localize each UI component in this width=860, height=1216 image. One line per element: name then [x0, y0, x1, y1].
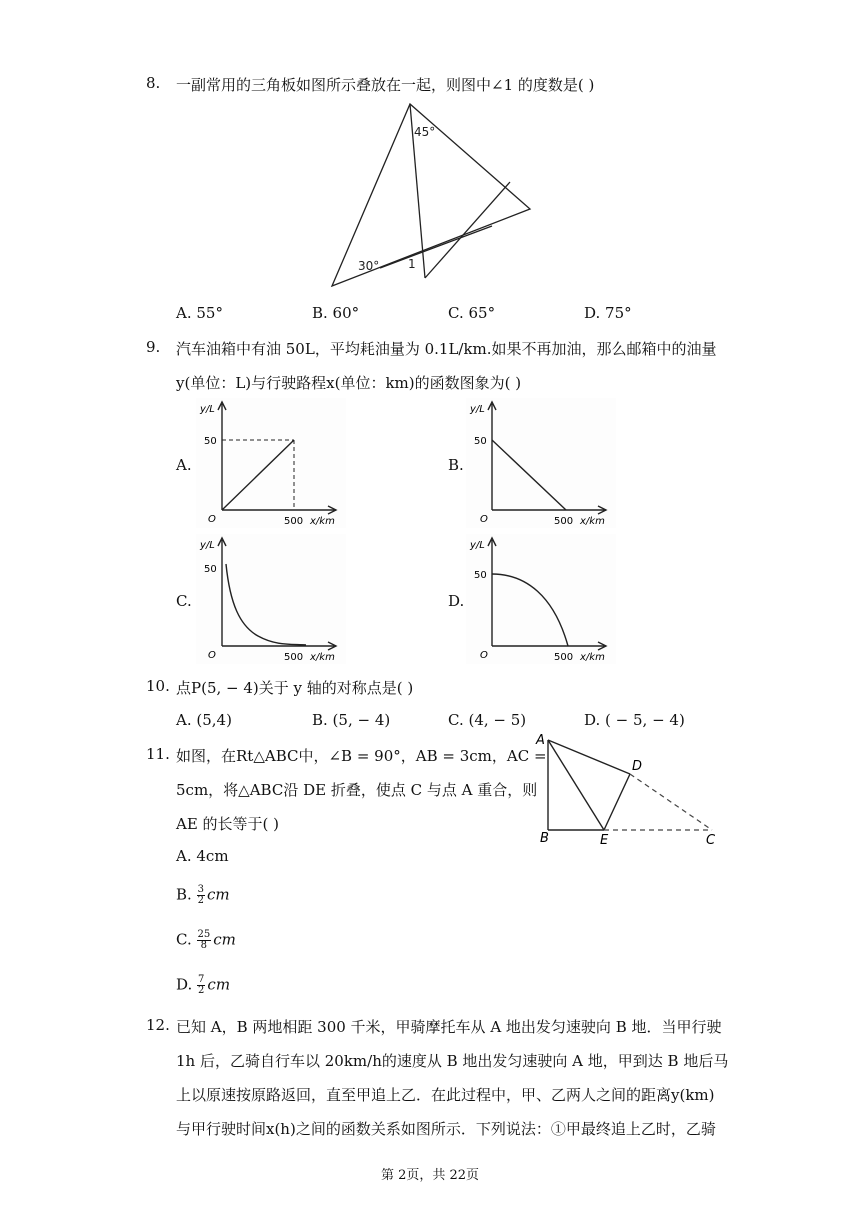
q8-angle-45-label: 45°: [414, 125, 436, 139]
q9c-ylabel: y/L: [200, 540, 215, 551]
q9-graph-c: [196, 534, 346, 664]
page-footer: 第 2页，共 22页: [380, 1168, 480, 1183]
q9a-x500: 500: [284, 516, 304, 527]
q11-text-line1: 如图，在Rt△ABC中，∠B = 90°，AB = 3cm，AC =: [176, 747, 547, 765]
q11-label-C: C: [706, 833, 716, 848]
q8-option-b: B. 60°: [312, 304, 360, 322]
q11-option-b-fraction: [197, 885, 205, 906]
q11-text-line3: AE 的长等于( ): [176, 815, 280, 833]
q12-text-line1: 已知 A，B 两地相距 300 千米，甲骑摩托车从 A 地出发匀速驶向 B 地．当甲行驶: [176, 1018, 722, 1036]
q9b-x500: 500: [554, 516, 574, 527]
q8-triangle-figure: [320, 96, 540, 292]
q11-option-c-prefix: C.: [176, 930, 192, 949]
q8-text: 一副常用的三角板如图所示叠放在一起，则图中∠1 的度数是( ): [176, 76, 595, 94]
q9-graph-b: [466, 398, 616, 528]
q11-option-b-prefix: B.: [176, 885, 192, 904]
q11-option-b: [176, 885, 230, 906]
q11-option-d-unit: cm: [207, 975, 231, 994]
q9c-x500: 500: [284, 652, 304, 663]
q9-number: 9.: [146, 338, 161, 356]
q11-option-c-denominator: 8: [200, 940, 208, 951]
q8-angle-1-label: 1: [408, 257, 416, 271]
q9a-origin: O: [208, 514, 216, 525]
q9-option-b-label: B.: [448, 456, 464, 474]
q9c-xlabel: x/km: [310, 652, 335, 663]
q11-option-c: [176, 930, 236, 951]
q12-text-line4: 与甲行驶时间x(h)之间的函数关系如图所示．下列说法：①甲最终追上乙时，乙骑: [176, 1120, 716, 1138]
q9d-ylabel: y/L: [470, 540, 485, 551]
q9a-xlabel: x/km: [310, 516, 335, 527]
q9d-x500: 500: [554, 652, 574, 663]
q9b-ylabel: y/L: [470, 404, 485, 415]
q12-number: 12.: [146, 1016, 170, 1034]
q11-label-A: A: [536, 733, 545, 748]
q9d-xlabel: x/km: [580, 652, 605, 663]
q11-option-d-denominator: 2: [198, 985, 205, 996]
q9-graph-d: [466, 534, 616, 664]
q11-option-d-numerator: 7: [198, 974, 205, 985]
q11-option-b-denominator: 2: [197, 895, 204, 906]
q9b-origin: O: [480, 514, 488, 525]
q9b-xlabel: x/km: [580, 516, 605, 527]
q8-number: 8.: [146, 74, 161, 92]
q8-angle-30-label: 30°: [358, 259, 380, 273]
q11-option-b-unit: cm: [206, 885, 230, 904]
q9b-y50: 50: [474, 436, 487, 447]
q11-option-b-numerator: 3: [197, 884, 204, 895]
q9a-y50: 50: [204, 436, 217, 447]
q9-text-line1: 汽车油箱中有油 50L，平均耗油量为 0.1L/km.如果不再加油，那么邮箱中的油量: [176, 340, 717, 358]
q9-option-a-label: A.: [176, 456, 192, 474]
q11-number: 11.: [146, 745, 170, 763]
q11-text-line2: 5cm，将△ABC沿 DE 折叠，使点 C 与点 A 重合，则: [176, 781, 538, 799]
q11-option-c-numerator: 25: [197, 929, 211, 940]
q8-option-c: C. 65°: [448, 304, 496, 322]
q8-option-a: A. 55°: [176, 304, 223, 322]
q10-option-b: B. (5, − 4): [312, 711, 391, 729]
q11-option-a: A. 4cm: [176, 847, 229, 865]
q12-text-line2: 1h 后，乙骑自行车以 20km/h的速度从 B 地出发匀速驶向 A 地，甲到达 B 地后马: [176, 1052, 729, 1070]
q10-option-c: C. (4, − 5): [448, 711, 527, 729]
q9d-y50: 50: [474, 570, 487, 581]
q9-graph-a: [196, 398, 346, 528]
q10-text: 点P(5, − 4)关于 y 轴的对称点是( ): [176, 679, 414, 697]
q10-option-a: A. (5,4): [176, 711, 232, 729]
q11-label-E: E: [600, 833, 609, 848]
q11-label-B: B: [540, 831, 549, 846]
q11-option-d-fraction: [197, 975, 205, 996]
q9-text-line2: y(单位：L)与行驶路程x(单位：km)的函数图象为( ): [176, 374, 522, 392]
q9d-origin: O: [480, 650, 488, 661]
q11-label-D: D: [632, 759, 643, 774]
q10-option-d: D. ( − 5, − 4): [584, 711, 685, 729]
q12-text-line3: 上以原速按原路返回，直至甲追上乙．在此过程中，甲、乙两人之间的距离y(km): [176, 1086, 715, 1104]
q9a-ylabel: y/L: [200, 404, 215, 415]
q11-option-c-fraction: [197, 930, 212, 951]
q11-option-c-unit: cm: [213, 930, 236, 949]
q11-option-d-prefix: D.: [176, 975, 193, 994]
q11-fold-figure: [530, 730, 730, 850]
q9c-y50: 50: [204, 564, 217, 575]
q11-option-d: [176, 975, 230, 996]
q8-option-d: D. 75°: [584, 304, 632, 322]
q9-option-d-label: D.: [448, 592, 465, 610]
q10-number: 10.: [146, 677, 170, 695]
q9c-origin: O: [208, 650, 216, 661]
q9-option-c-label: C.: [176, 592, 192, 610]
